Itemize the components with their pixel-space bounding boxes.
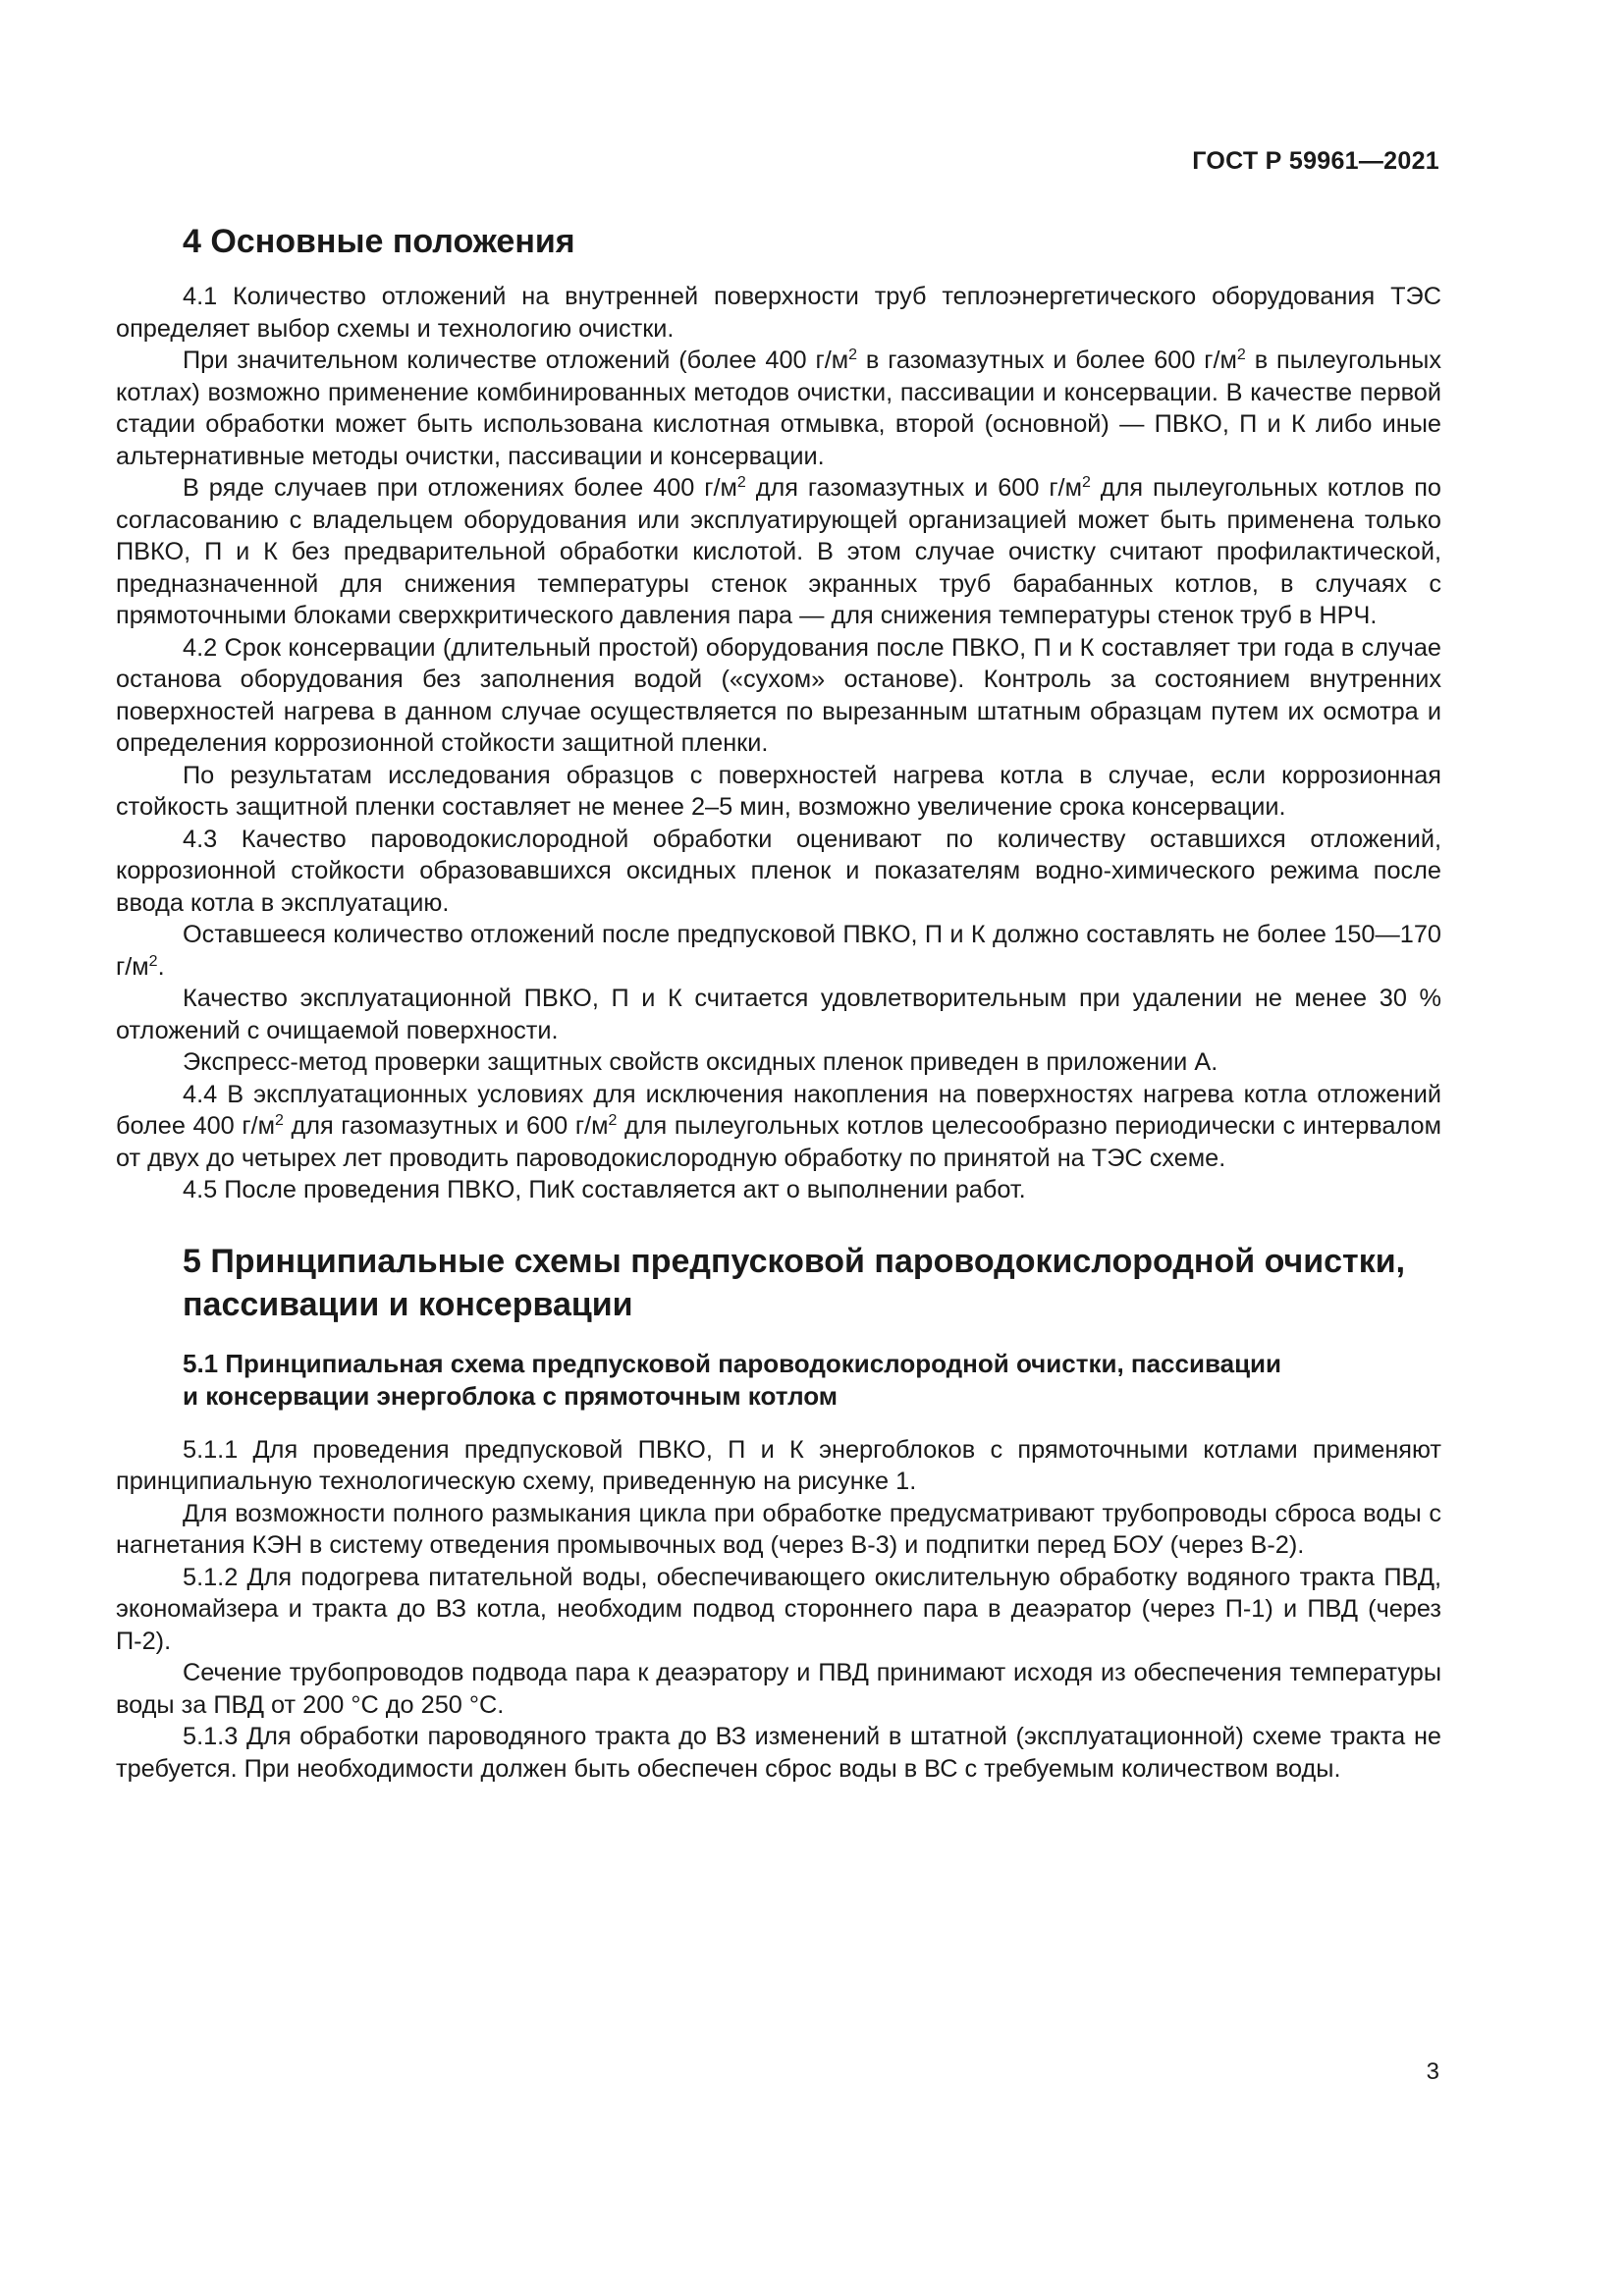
- paragraph-4-2: 4.2 Срок консервации (длительный простой) оборудования после ПВКО, П и К составляет три года в случае останова оборудования без заполнения водой («сухом» останове). Контроль за состоянием внутренних поверхностей нагрева в данном случае осуществляется по вырезанным штатным образцам путем их осмотра и определения коррозионной стойкости защитной пленки.: [116, 633, 1441, 757]
- paragraph-5-1-1: 5.1.1 Для проведения предпусковой ПВКО, П и К энергоблоков с прямоточными котлами применяют принципиальную технологическую схему, приведенную на рисунке 1.: [116, 1435, 1441, 1495]
- paragraph-4-5: 4.5 После проведения ПВКО, ПиК составляется акт о выполнении работ.: [183, 1176, 1026, 1203]
- document-code: ГОСТ Р 59961—2021: [1192, 147, 1439, 175]
- subsection-5-1-title: [183, 1348, 1441, 1413]
- subsection-5-1-title-line-2: и консервации энергоблока с прямоточным котлом: [183, 1380, 839, 1411]
- paragraph-4-3-d: Экспресс-метод проверки защитных свойств оксидных пленок приведен в приложении А.: [183, 1048, 1218, 1076]
- paragraph-4-4: 4.4 В эксплуатационных условиях для исключения накопления на поверхностях нагрева котла отложений более 400 $г/м^2$ для газомазутных и 600 $г/м^2$ для пылеугольных котлов целесообразно периодически с интервалом от двух до четырех лет проводить пароводокислородную обработку по принятой на ТЭС схеме.: [116, 1080, 1441, 1172]
- paragraph-5-1-3: 5.1.3 Для обработки пароводяного тракта до ВЗ изменений в штатной (эксплуатационной) схеме тракта не требуется. При необходимости должен быть обеспечен сброс воды в ВС с требуемым количеством воды.: [116, 1723, 1441, 1783]
- page-number: 3: [1426, 2058, 1439, 2085]
- paragraph-5-1-2: 5.1.2 Для подогрева питательной воды, обеспечивающего окислительную обработку водяного тракта ПВД, экономайзера и тракта до ВЗ котла, необходим подвод стороннего пара в деаэратор (через П-1) и ПВД (через П-2).: [116, 1563, 1441, 1655]
- section-4-title: 4 Основные положения: [183, 223, 575, 260]
- paragraph-4-3-b: Оставшееся количество отложений после предпусковой ПВКО, П и К должно составлять не более 150—170 $г/м^2$.: [116, 921, 1441, 981]
- paragraph-5-1-2-b: Сечение трубопроводов подвода пара к деаэратору и ПВД принимают исходя из обеспечения температуры воды за ПВД от 200 °С до 250 °С.: [116, 1659, 1441, 1719]
- paragraph-4-3-c: Качество эксплуатационной ПВКО, П и К считается удовлетворительным при удалении не менее 30 % отложений с очищаемой поверхности.: [116, 985, 1441, 1044]
- paragraph-4-3: 4.3 Качество пароводокислородной обработки оценивают по количеству оставшихся отложений, коррозионной стойкости образовавшихся оксидных пленок и показателям водно-химического режима после ввода котла в эксплуатацию.: [116, 825, 1441, 917]
- subsection-5-1-title-line-1: 5.1 Принципиальная схема предпусковой пароводокислородной очистки, пассивации: [183, 1348, 1282, 1378]
- paragraph-4-2-b: По результатам исследования образцов с поверхностей нагрева котла в случае, если коррозионная стойкость защитной пленки составляет не менее 2–5 мин, возможно увеличение срока консервации.: [116, 761, 1441, 821]
- document-body: [116, 220, 1441, 1785]
- section-5-title-line-1: 5 Принципиальные схемы предпусковой пароводокислородной очистки,: [183, 1242, 1406, 1280]
- paragraph-5-1-1-b: Для возможности полного размыкания цикла при обработке предусматривают трубопроводы сброса воды с нагнетания КЭН в систему отведения промывочных вод (через В-3) и подпитки перед БОУ (через В-2).: [116, 1499, 1441, 1559]
- paragraph-4-1: 4.1 Количество отложений на внутренней поверхности труб теплоэнергетического оборудования ТЭС определяет выбор схемы и технологию очистки.: [116, 283, 1441, 343]
- paragraph-4-1-b: При значительном количестве отложений (более 400 $г/м^2$ в газомазутных и более 600 $г/м^2$ в пылеугольных котлах) возможно применение комбинированных методов очистки, пассивации и консервации. В качестве первой стадии обработки может быть использована кислотная отмывка, второй (основной) — ПВКО, П и К либо иные альтернативные методы очистки, пассивации и консервации.: [116, 347, 1441, 470]
- section-5-title: [183, 1240, 1441, 1326]
- paragraph-4-1-c: В ряде случаев при отложениях более 400 $г/м^2$ для газомазутных и 600 $г/м^2$ для пылеугольных котлов по согласованию с владельцем оборудования или эксплуатирующей организацией может быть применена только ПВКО, П и К без предварительной обработки кислотой. В этом случае очистку считают профилактической, предназначенной для снижения температуры стенок экранных труб барабанных котлов, в случаях с прямоточными блоками сверхкритического давления пара — для снижения температуры стенок труб в НРЧ.: [116, 474, 1441, 629]
- section-5-title-line-2: пассивации и консервации: [183, 1285, 633, 1323]
